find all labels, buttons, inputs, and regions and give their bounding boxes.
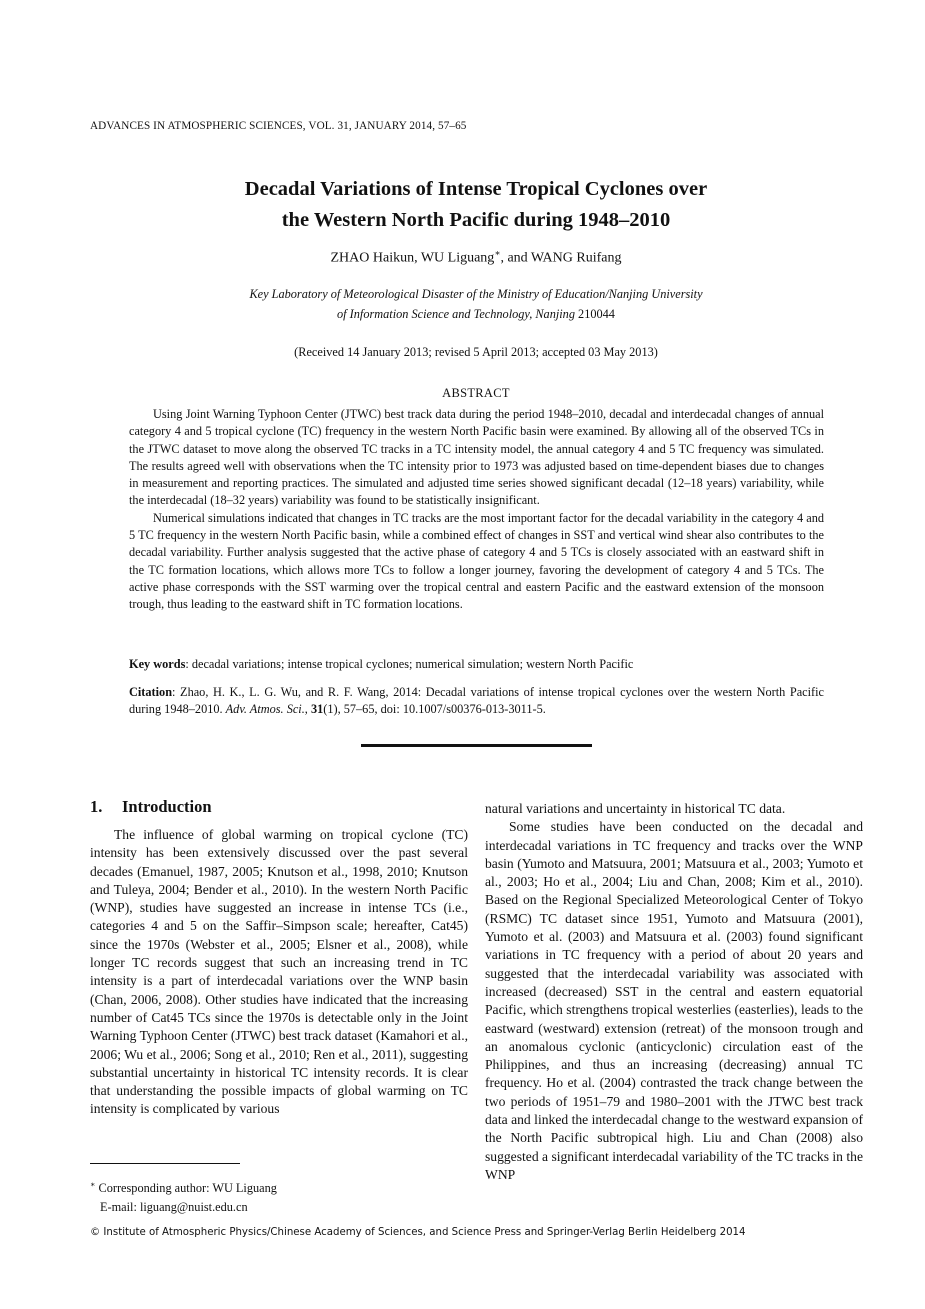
intro-paragraph-1: The influence of global warming on tropical cyclone (TC) intensity has been extensively discussed over the past several decades (Emanuel, 1987, 2005; Knutson et al., 1998, 2010; Knutson and Tuleya, 2004; Bender et al., 2010). In the western North Pacific (WNP), studies have suggested an increase in intense TCs (i.e., categories 4 and 5 on the Saffir–Simpson scale; hereafter, Cat45) since the 1970s (Webster et al., 2005; Elsner et al., 2008), while longer TC records suggest that such an increasing trend in TC intensity is a part of interdecadal variations over the WNP basin (Chan, 2006, 2008). Other studies have indicated that the increasing number of Cat45 TCs since the 1970s is detectable only in the Joint Warning Typhoon Center (JTWC) best track dataset (Kamahori et al., 2006; Wu et al., 2006; Song et al., 2010; Ren et al., 2011), suggesting substantial uncertainty in historical TC intensity records. It is clear that understanding the possible impacts of global warming on TC intensity is complicated by various	[90, 827, 468, 1117]
left-column	[90, 826, 468, 1119]
citation-volume: 31	[310, 702, 324, 717]
section-divider	[361, 744, 592, 747]
footnote	[90, 1175, 277, 1217]
affiliation-postcode: 210044	[574, 307, 615, 321]
copyright: © Institute of Atmospheric Physics/Chinese Academy of Sciences, and Science Press and Springer-Verlag Berlin Heidelberg 2014	[90, 1227, 746, 1238]
footnote-mark: ∗	[90, 1180, 96, 1189]
keywords-text: : decadal variations; intense tropical cyclones; numerical simulation; western North Pacific	[185, 657, 634, 671]
affiliation-line-1: Key Laboratory of Meteorological Disaster of the Ministry of Education/Nanjing University	[249, 287, 703, 301]
citation-pages-doi: (1), 57–65, doi: 10.1007/s00376-013-3011-5.	[323, 702, 546, 717]
section-heading	[90, 797, 212, 817]
authors-before: ZHAO Haikun, WU Liguang	[330, 250, 495, 266]
affiliation-line-2: of Information Science and Technology, Nanjing	[337, 307, 575, 321]
section-title: Introduction	[122, 797, 212, 816]
intro-paragraph-2: Some studies have been conducted on the decadal and interdecadal variations in TC frequency and tracks over the WNP basin (Yumoto and Matsuura, 2001; Matsuura et al., 2003; Yumoto et al., 2003; Ho et al., 2004; Liu and Chan, 2008; Kim et al., 2010). Based on the Regional Specialized Meteorological Center of Tokyo (RSMC) TC dataset since 1951, Yumoto and Matsuura (2001), Yumoto et al. (2003) and Matsuura et al. (2003) found significant variations in TC frequency with a period of about 20 years and suggested that the interdecadal variability was associated with increased (decreased) SST in the central and eastern equatorial Pacific, which strengthens tropical westerlies (easterlies), leads to the eastward (westward) extension (retreat) of the monsoon trough and an anomalous cyclonic (anticyclonic) circulation east of the Philippines, and thus an increasing (decreasing) annual TC frequency. Ho et al. (2004) contrasted the track change between the two periods of 1951–79 and 1980–2001 with the JTWC best track data and linked the interdecadal change to the westward expansion of the North Pacific subtropical high. Liu and Chan (2008) also suggested a significant interdecadal variability of the TC tracks in the WNP	[485, 819, 863, 1182]
received-dates: (Received 14 January 2013; revised 5 April 2013; accepted 03 May 2013)	[294, 345, 658, 359]
title-line-1: Decadal Variations of Intense Tropical Cyclones over	[244, 178, 708, 200]
article-title	[120, 174, 832, 236]
affiliation	[120, 284, 832, 324]
authors-after: , and WANG Ruifang	[500, 250, 622, 266]
citation-separator: ,	[304, 702, 311, 717]
citation-journal: Adv. Atmos. Sci.	[225, 702, 305, 717]
abstract-paragraph-2: Numerical simulations indicated that changes in TC tracks are the most important factor for the decadal variability in the category 4 and 5 TC frequency in the western North Pacific basin, while a combined effect of changes in SST and vertical wind shear also contributes to the decadal variability. Further analysis suggested that the active phase of category 4 and 5 TCs is closely associated with an eastward shift in the TC formation locations, which allows more TCs to follow a longer journey, favoring the development of category 4 and 5 TCs. The active phase corresponds with the SST warming over the tropical central and eastern Pacific and the eastward extension of the monsoon trough, thus leading to the eastward shift in TC formation locations.	[129, 510, 824, 612]
abstract-heading: ABSTRACT	[442, 386, 510, 400]
footnote-author: Corresponding author: WU Liguang	[95, 1181, 277, 1196]
abstract-paragraph-1: Using Joint Warning Typhoon Center (JTWC) best track data during the period 1948–2010, decadal and interdecadal changes of annual category 4 and 5 tropical cyclone (TC) frequency in the western North Pacific basin were examined. By allowing all of the observed TCs in the JTWC dataset to move along the observed TC tracks in a TC intensity model, the annual category 4 and 5 TC frequency was simulated. The results agreed well with observations when the TC intensity prior to 1973 was adjusted based on time-dependent biases due to changes in measurement and reporting practices. The simulated and adjusted time series showed significant decadal (12–18 years) variability, while the interdecadal (18–32 years) variability was found to be statistically insignificant.	[129, 407, 824, 508]
intro-continuation: natural variations and uncertainty in historical TC data.	[485, 801, 786, 816]
citation-text: : Zhao, H. K., L. G. Wu, and R. F. Wang, 2014: Decadal variations of intense tropical cyclones over the western North Pacific during 1948–2010.	[129, 685, 824, 717]
title-line-2: the Western North Pacific during 1948–2010	[281, 209, 671, 231]
right-column	[485, 800, 863, 1184]
citation-label: Citation	[129, 685, 173, 699]
citation	[129, 684, 824, 719]
abstract-body	[129, 406, 824, 614]
running-head: ADVANCES IN ATMOSPHERIC SCIENCES, VOL. 31, JANUARY 2014, 57–65	[90, 120, 467, 132]
footnote-email: E-mail: liguang@nuist.edu.cn	[100, 1200, 248, 1215]
keywords	[129, 657, 824, 672]
footnote-rule	[90, 1163, 240, 1164]
author-list	[120, 248, 832, 267]
corresponding-mark: ∗	[494, 248, 501, 258]
keywords-label: Key words	[129, 657, 186, 671]
section-number: 1.	[90, 797, 103, 816]
